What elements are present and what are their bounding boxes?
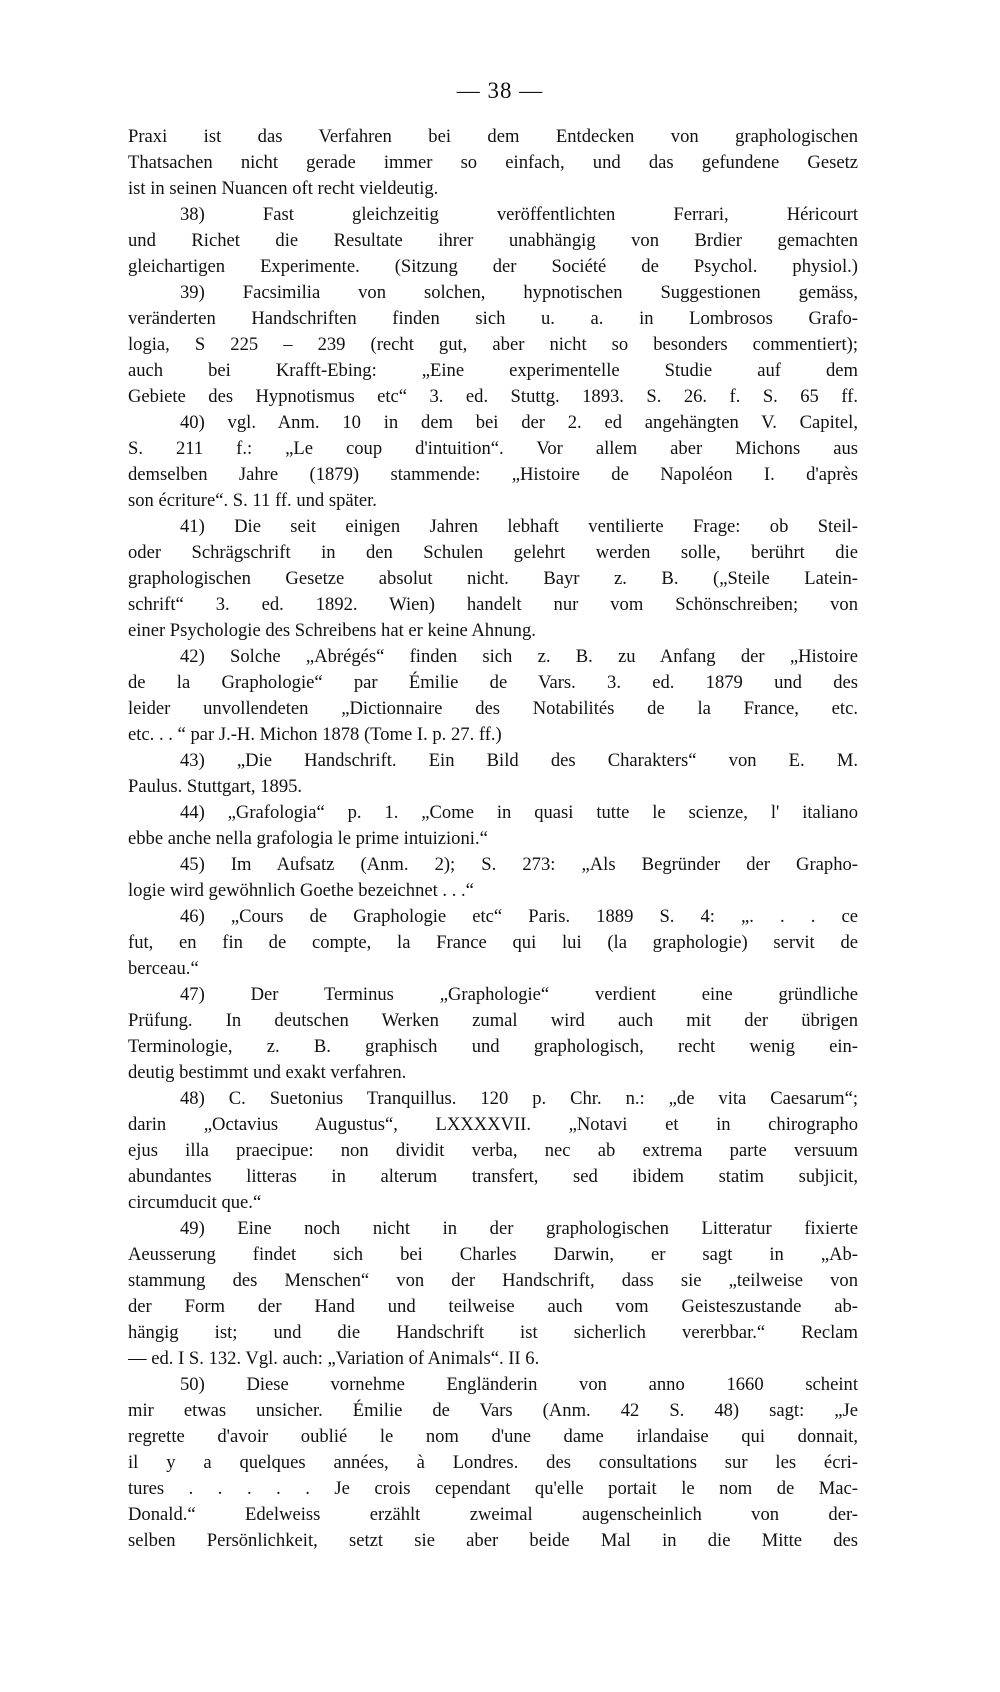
text-line: Praxi ist das Verfahren bei dem Entdecken von graphologischen bbox=[128, 126, 858, 147]
text-line: abundantes litteras in alterum transfert, sed ibidem statim subjicit, bbox=[128, 1166, 858, 1187]
text-line: Aeusserung findet sich bei Charles Darwin, er sagt in „Ab- bbox=[128, 1244, 858, 1265]
footnote-start-line: 48) C. Suetonius Tranquillus. 120 p. Chr. n.: „de vita Caesarum“; bbox=[180, 1088, 858, 1109]
text-line: Terminologie, z. B. graphisch und graphologisch, recht wenig ein- bbox=[128, 1036, 858, 1057]
text-line: berceau.“ bbox=[128, 958, 199, 979]
footnote-start-line: 46) „Cours de Graphologie etc“ Paris. 1889 S. 4: „. . . ce bbox=[180, 906, 858, 927]
text-line: Gebiete des Hypnotismus etc“ 3. ed. Stuttg. 1893. S. 26. f. S. 65 ff. bbox=[128, 386, 858, 407]
text-line: gleichartigen Experimente. (Sitzung der Société de Psychol. physiol.) bbox=[128, 256, 858, 277]
text-line: einer Psychologie des Schreibens hat er keine Ahnung. bbox=[128, 620, 536, 641]
text-line: logia, S 225 – 239 (recht gut, aber nicht so besonders commentiert); bbox=[128, 334, 858, 355]
text-line: der Form der Hand und teilweise auch vom Geisteszustande ab- bbox=[128, 1296, 858, 1317]
footnote-start-line: 41) Die seit einigen Jahren lebhaft ventilierte Frage: ob Steil- bbox=[180, 516, 858, 537]
text-line: ejus illa praecipue: non dividit verba, nec ab extrema parte versuum bbox=[128, 1140, 858, 1161]
text-line: Donald.“ Edelweiss erzählt zweimal augenscheinlich von der- bbox=[128, 1504, 858, 1525]
text-line: regrette d'avoir oublié le nom d'une dame irlandaise qui donnait, bbox=[128, 1426, 858, 1447]
footnote-start-line: 40) vgl. Anm. 10 in dem bei der 2. ed angehängten V. Capitel, bbox=[180, 412, 858, 433]
text-line: graphologischen Gesetze absolut nicht. Bayr z. B. („Steile Latein- bbox=[128, 568, 858, 589]
footnote-start-line: 43) „Die Handschrift. Ein Bild des Charakters“ von E. M. bbox=[180, 750, 858, 771]
text-line: oder Schrägschrift in den Schulen gelehrt werden solle, berührt die bbox=[128, 542, 858, 563]
footnote-start-line: 42) Solche „Abrégés“ finden sich z. B. zu Anfang der „Histoire bbox=[180, 646, 858, 667]
text-line: Paulus. Stuttgart, 1895. bbox=[128, 776, 303, 797]
text-line: mir etwas unsicher. Émilie de Vars (Anm. 42 S. 48) sagt: „Je bbox=[128, 1400, 858, 1421]
text-line: veränderten Handschriften finden sich u. a. in Lombrosos Grafo- bbox=[128, 308, 858, 329]
text-line: schrift“ 3. ed. 1892. Wien) handelt nur vom Schönschreiben; von bbox=[128, 594, 858, 615]
text-line: logie wird gewöhnlich Goethe bezeichnet . . .“ bbox=[128, 880, 474, 901]
footnote-start-line: 39) Facsimilia von solchen, hypnotischen Suggestionen gemäss, bbox=[180, 282, 858, 303]
text-line: und Richet die Resultate ihrer unabhängig von Brdier gemachten bbox=[128, 230, 858, 251]
text-line: darin „Octavius Augustus“, LXXXXVII. „Notavi et in chirographo bbox=[128, 1114, 858, 1135]
text-line: tures . . . . . Je crois cependant qu'elle portait le nom de Mac- bbox=[128, 1478, 858, 1499]
text-line: ist in seinen Nuancen oft recht vieldeutig. bbox=[128, 178, 439, 199]
footnote-start-line: 38) Fast gleichzeitig veröffentlichten Ferrari, Héricourt bbox=[180, 204, 858, 225]
text-line: ebbe anche nella grafologia le prime intuizioni.“ bbox=[128, 828, 488, 849]
text-line: deutig bestimmt und exakt verfahren. bbox=[128, 1062, 407, 1083]
text-line: selben Persönlichkeit, setzt sie aber beide Mal in die Mitte des bbox=[128, 1530, 858, 1551]
text-line: leider unvollendeten „Dictionnaire des Notabilités de la France, etc. bbox=[128, 698, 858, 719]
text-line: de la Graphologie“ par Émilie de Vars. 3. ed. 1879 und des bbox=[128, 672, 858, 693]
text-line: circumducit que.“ bbox=[128, 1192, 262, 1213]
text-line: S. 211 f.: „Le coup d'intuition“. Vor allem aber Michons aus bbox=[128, 438, 858, 459]
text-line: Thatsachen nicht gerade immer so einfach, und das gefundene Gesetz bbox=[128, 152, 858, 173]
footnote-start-line: 45) Im Aufsatz (Anm. 2); S. 273: „Als Begründer der Grapho- bbox=[180, 854, 858, 875]
text-line: demselben Jahre (1879) stammende: „Histoire de Napoléon I. d'après bbox=[128, 464, 858, 485]
text-line: fut, en fin de compte, la France qui lui (la graphologie) servit de bbox=[128, 932, 858, 953]
footnote-start-line: 44) „Grafologia“ p. 1. „Come in quasi tutte le scienze, l' italiano bbox=[180, 802, 858, 823]
text-line: hängig ist; und die Handschrift ist sicherlich vererbbar.“ Reclam bbox=[128, 1322, 858, 1343]
text-line: — ed. I S. 132. Vgl. auch: „Variation of Animals“. II 6. bbox=[128, 1348, 540, 1369]
text-line: etc. . . “ par J.-H. Michon 1878 (Tome I. p. 27. ff.) bbox=[128, 724, 502, 745]
text-line: stammung des Menschen“ von der Handschrift, dass sie „teilweise von bbox=[128, 1270, 858, 1291]
text-line: il y a quelques années, à Londres. des consultations sur les écri- bbox=[128, 1452, 858, 1473]
footnote-start-line: 49) Eine noch nicht in der graphologischen Litteratur fixierte bbox=[180, 1218, 858, 1239]
footnotes-text bbox=[128, 124, 858, 1554]
text-line: Prüfung. In deutschen Werken zumal wird auch mit der übrigen bbox=[128, 1010, 858, 1031]
page-number: — 38 — bbox=[456, 78, 544, 103]
text-line: son écriture“. S. 11 ff. und später. bbox=[128, 490, 377, 511]
text-line: auch bei Krafft-Ebing: „Eine experimentelle Studie auf dem bbox=[128, 360, 858, 381]
footnote-start-line: 47) Der Terminus „Graphologie“ verdient eine gründliche bbox=[180, 984, 858, 1005]
footnote-start-line: 50) Diese vornehme Engländerin von anno 1660 scheint bbox=[180, 1374, 858, 1395]
